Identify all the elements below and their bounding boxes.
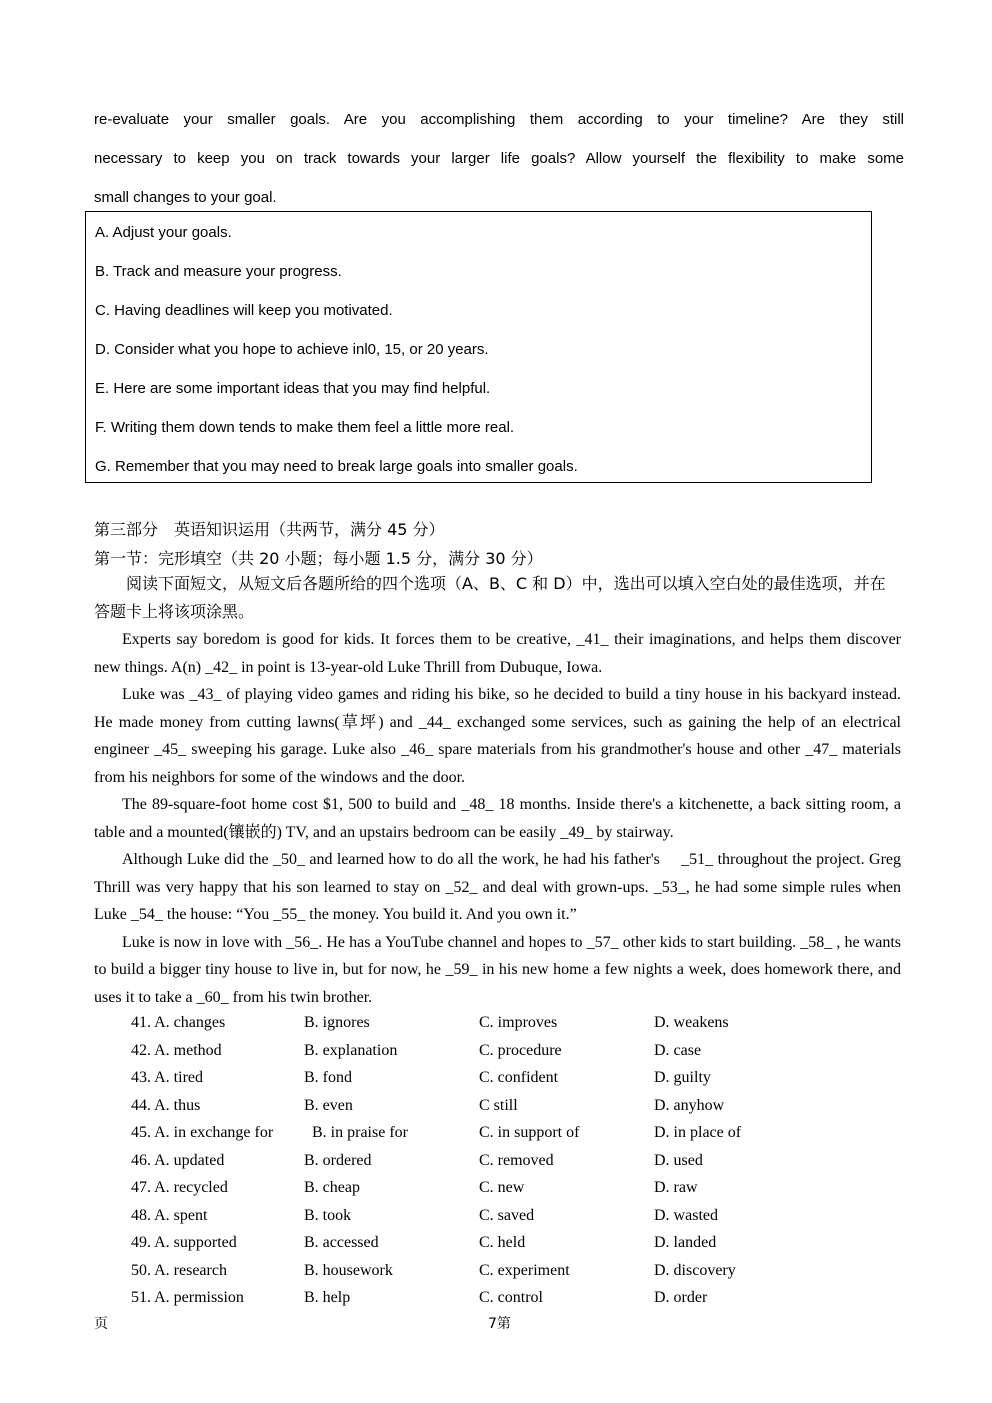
choice-a: 50. A. research	[131, 1262, 227, 1279]
question-row	[131, 1124, 831, 1151]
options-box	[85, 211, 872, 483]
choice-b: B. in praise for	[312, 1124, 408, 1141]
choice-d: D. raw	[654, 1179, 698, 1196]
paragraph-line: small changes to your goal.	[94, 189, 277, 206]
question-row	[131, 1207, 831, 1234]
choice-a: 41. A. changes	[131, 1014, 226, 1031]
instructions: 阅读下面短文，从短文后各题所给的四个选项（A、B、C 和 D）中，选出可以填入空白处的最佳选项，并在答题卡上将该项涂黑。	[94, 574, 886, 621]
question-row	[131, 1289, 831, 1316]
choice-b: B. took	[304, 1207, 352, 1224]
question-row	[131, 1069, 831, 1096]
option-d: D. Consider what you hope to achieve inl0, 15, or 20 years.	[95, 341, 489, 358]
question-row	[131, 1042, 831, 1069]
choice-a: 44. A. thus	[131, 1097, 201, 1114]
choice-b: B. housework	[304, 1262, 393, 1279]
choice-c: C still	[479, 1097, 518, 1114]
choice-c: C. in support of	[479, 1124, 580, 1141]
option-c: C. Having deadlines will keep you motivated.	[95, 302, 393, 319]
choice-b: B. ordered	[304, 1152, 372, 1169]
choice-c: C. experiment	[479, 1262, 570, 1279]
paragraph-line: necessary to keep you on track towards your larger life goals? Allow yourself the flexibility to make some	[94, 150, 904, 167]
top-paragraph	[94, 100, 904, 217]
choice-a: 48. A. spent	[131, 1207, 208, 1224]
choice-b: B. ignores	[304, 1014, 370, 1031]
part-title: 第三部分 英语知识运用（共两节，满分 45 分）	[94, 520, 445, 539]
choice-b: B. even	[304, 1097, 353, 1114]
choice-c: C. saved	[479, 1207, 535, 1224]
choice-a: 45. A. in exchange for	[131, 1124, 274, 1141]
choice-b: B. help	[304, 1289, 351, 1306]
choice-a: 47. A. recycled	[131, 1179, 228, 1196]
choice-c: C. removed	[479, 1152, 554, 1169]
choice-c: C. confident	[479, 1069, 559, 1086]
choice-d: D. guilty	[654, 1069, 711, 1086]
choice-a: 46. A. updated	[131, 1152, 225, 1169]
choice-b: B. accessed	[304, 1234, 379, 1251]
choice-b: B. fond	[304, 1069, 352, 1086]
passage-paragraph: Although Luke did the _50_ and learned how to do all the work, he had his father's _51_ throughout the project. Greg Thrill was very happy that his son learned to stay on _52_ and deal with grown-ups. _53_, he had some simple rules when Luke _54_ the house: “You _55_ the money. You build it. And you own it.”	[94, 851, 901, 923]
choice-b: B. cheap	[304, 1179, 360, 1196]
choice-d: D. anyhow	[654, 1097, 725, 1114]
choice-d: D. landed	[654, 1234, 717, 1251]
question-row	[131, 1179, 831, 1206]
option-g: G. Remember that you may need to break large goals into smaller goals.	[95, 458, 578, 475]
section-title: 第一节：完形填空（共 20 小题；每小题 1.5 分，满分 30 分）	[94, 549, 543, 568]
choice-d: D. order	[654, 1289, 708, 1306]
passage-paragraph: The 89-square-foot home cost $1, 500 to build and _48_ 18 months. Inside there's a kitchenette, a back sitting room, a table and a mounted(镶嵌的) TV, and an upstairs bedroom can be easily _49_ by stairway.	[94, 796, 901, 841]
choice-c: C. control	[479, 1289, 543, 1306]
passage-paragraph: Experts say boredom is good for kids. It forces them to be creative, _41_ their imaginations, and helps them discover new things. A(n) _42_ in point is 13-year-old Luke Thrill from Dubuque, Iowa.	[94, 631, 901, 676]
choice-a: 49. A. supported	[131, 1234, 237, 1251]
question-row	[131, 1097, 831, 1124]
choice-c: C. new	[479, 1179, 525, 1196]
passage-paragraph: Luke was _43_ of playing video games and riding his bike, so he decided to build a tiny house in his backyard instead. He made money from cutting lawns(草坪) and _44_ exchanged some services, such as gaining the help of an electrical engineer _45_ sweeping his garage. Luke also _46_ spare materials from his grandmother's house and other _47_ materials from his neighbors for some of the windows and the door.	[94, 686, 901, 786]
choice-b: B. explanation	[304, 1042, 398, 1059]
footer-page-number: 7第	[488, 1316, 511, 1332]
option-b: B. Track and measure your progress.	[95, 263, 342, 280]
option-a: A. Adjust your goals.	[95, 224, 232, 241]
choice-d: D. in place of	[654, 1124, 742, 1141]
choice-d: D. weakens	[654, 1014, 729, 1031]
choice-d: D. used	[654, 1152, 703, 1169]
choice-a: 43. A. tired	[131, 1069, 203, 1086]
choice-a: 42. A. method	[131, 1042, 222, 1059]
question-row	[131, 1152, 831, 1179]
choice-c: C. procedure	[479, 1042, 562, 1059]
choice-d: D. discovery	[654, 1262, 736, 1279]
question-row	[131, 1234, 831, 1261]
choice-c: C. held	[479, 1234, 526, 1251]
paragraph-line: re-evaluate your smaller goals. Are you accomplishing them according to your timeline? Are they still	[94, 111, 904, 128]
question-row	[131, 1262, 831, 1289]
cloze-passage	[94, 626, 901, 1011]
footer-page-label: 页	[94, 1316, 108, 1332]
choice-d: D. wasted	[654, 1207, 718, 1224]
passage-paragraph: Luke is now in love with _56_. He has a YouTube channel and hopes to _57_ other kids to start building. _58_ , he wants to build a bigger tiny house to live in, but for now, he _59_ in his new home a few nights a week, does homework there, and uses it to take a _60_ from his twin brother.	[94, 933, 901, 1006]
choice-a: 51. A. permission	[131, 1289, 244, 1306]
question-row	[131, 1014, 831, 1041]
option-e: E. Here are some important ideas that you may find helpful.	[95, 380, 491, 397]
option-f: F. Writing them down tends to make them feel a little more real.	[95, 419, 515, 436]
choice-c: C. improves	[479, 1014, 558, 1031]
choice-d: D. case	[654, 1042, 702, 1059]
